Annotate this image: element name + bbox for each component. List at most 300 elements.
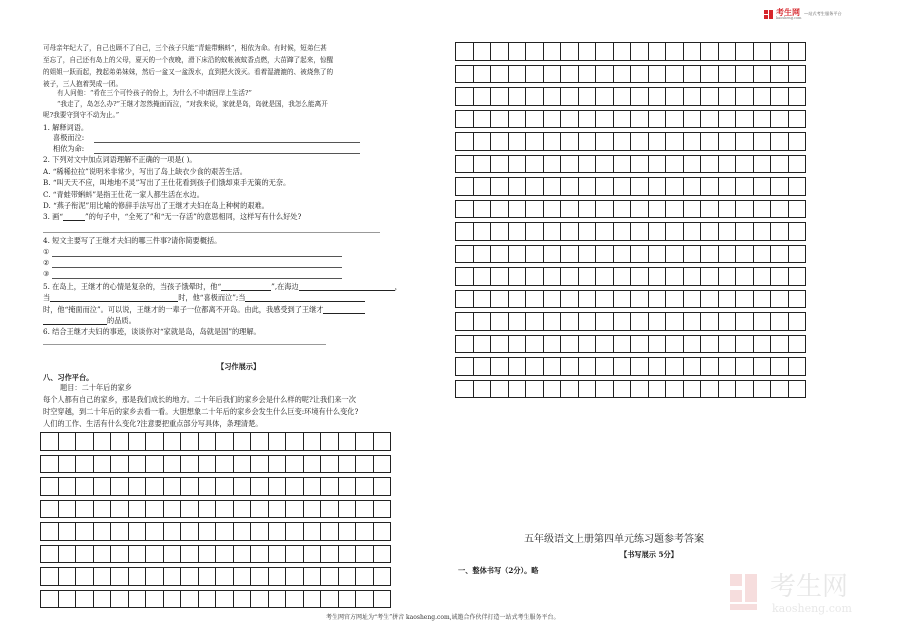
grid-cell (753, 313, 771, 331)
grid-cell (146, 455, 164, 473)
grid-cell (613, 43, 631, 61)
grid-cell (753, 268, 771, 286)
grid-cell (146, 590, 164, 608)
grid-cell (736, 380, 754, 398)
grid-cell (526, 178, 544, 196)
grid-cell (356, 455, 374, 473)
grid-cell (303, 523, 321, 541)
grid-cell (456, 358, 474, 376)
grid-cell (736, 313, 754, 331)
grid-cell (181, 590, 199, 608)
grid-cell (526, 110, 544, 128)
grid-row (456, 43, 806, 61)
grid-row (456, 223, 806, 241)
part-eight-heading: 八、习作平台。 (43, 373, 94, 382)
grid-cell (631, 43, 649, 61)
grid-cell (321, 433, 339, 451)
grid-cell (146, 478, 164, 496)
grid-cell (268, 545, 286, 563)
blank-underline (221, 283, 271, 291)
grid-cell (491, 155, 509, 173)
grid-row (41, 590, 391, 608)
grid-cell (526, 358, 544, 376)
grid-cell (648, 290, 666, 308)
q5-text: 的品质。 (107, 316, 136, 325)
grid-cell (303, 478, 321, 496)
grid-cell (321, 455, 339, 473)
grid-cell (753, 335, 771, 353)
grid-cell (788, 133, 806, 151)
grid-cell (111, 545, 129, 563)
grid-cell (596, 335, 614, 353)
grid-cell (701, 88, 719, 106)
grid-cell (648, 88, 666, 106)
grid-cell (181, 455, 199, 473)
grid-cell (543, 380, 561, 398)
grid-cell (321, 590, 339, 608)
grid-cell (491, 88, 509, 106)
grid-row (456, 65, 806, 83)
grid-cell (683, 155, 701, 173)
grid-cell (526, 133, 544, 151)
passage-line: 可母亲年纪大了，自己也顾不了自己，三个孩子只能“青蛙带蝌蚪”，相依为命。有时候，短弟仨甚 (43, 44, 327, 52)
grid-cell (508, 65, 526, 83)
grid-cell (701, 290, 719, 308)
grid-cell (373, 478, 391, 496)
grid-cell (701, 43, 719, 61)
grid-row (456, 133, 806, 151)
grid-cell (666, 223, 684, 241)
grid-cell (683, 223, 701, 241)
grid-cell (146, 433, 164, 451)
grid-cell (683, 290, 701, 308)
grid-cell (788, 155, 806, 173)
question-3-post: ”的句子中，“全死了”和“无一存活”的意思相同，这样写有什么好处? (85, 212, 302, 221)
grid-cell (233, 523, 251, 541)
essay-prompt-line: 时空穿越，到二十年后的家乡去看一看。大胆想象二十年后的家乡会发生什么巨变:环境有什么变化? (43, 407, 359, 416)
grid-cell (666, 65, 684, 83)
grid-cell (543, 133, 561, 151)
grid-cell (163, 545, 181, 563)
grid-row (456, 358, 806, 376)
grid-cell (128, 455, 146, 473)
grid-cell (543, 358, 561, 376)
grid-cell (286, 455, 304, 473)
grid-cell (473, 380, 491, 398)
grid-cell (701, 223, 719, 241)
grid-cell (666, 155, 684, 173)
answer-line (52, 278, 342, 279)
grid-cell (561, 110, 579, 128)
grid-cell (631, 65, 649, 83)
grid-cell (718, 245, 736, 263)
grid-cell (771, 245, 789, 263)
grid-row (41, 478, 391, 496)
grid-cell (526, 65, 544, 83)
grid-cell (76, 545, 94, 563)
grid-cell (473, 335, 491, 353)
grid-cell (526, 335, 544, 353)
grid-cell (613, 335, 631, 353)
grid-cell (561, 268, 579, 286)
grid-cell (631, 313, 649, 331)
grid-cell (701, 110, 719, 128)
grid-cell (561, 245, 579, 263)
grid-cell (456, 88, 474, 106)
grid-cell (491, 358, 509, 376)
grid-cell (491, 110, 509, 128)
grid-cell (631, 133, 649, 151)
grid-row (41, 568, 391, 586)
grid-cell (683, 200, 701, 218)
grid-cell (718, 43, 736, 61)
grid-cell (718, 133, 736, 151)
grid-cell (526, 245, 544, 263)
grid-cell (233, 500, 251, 518)
section-title: 【习作展示】 (217, 362, 261, 371)
grid-cell (356, 568, 374, 586)
grid-cell (76, 590, 94, 608)
grid-cell (543, 110, 561, 128)
grid-cell (596, 88, 614, 106)
grid-cell (736, 178, 754, 196)
grid-cell (543, 88, 561, 106)
grid-cell (338, 500, 356, 518)
grid-cell (753, 178, 771, 196)
grid-cell (473, 313, 491, 331)
grid-cell (526, 268, 544, 286)
grid-cell (596, 178, 614, 196)
grid-cell (473, 110, 491, 128)
grid-cell (648, 245, 666, 263)
grid-cell (41, 568, 59, 586)
grid-cell (41, 500, 59, 518)
logo-text: 考生网 (776, 7, 800, 17)
grid-cell (648, 133, 666, 151)
grid-cell (771, 155, 789, 173)
grid-cell (753, 65, 771, 83)
grid-cell (321, 568, 339, 586)
grid-cell (163, 523, 181, 541)
grid-cell (181, 478, 199, 496)
grid-row (41, 433, 391, 451)
grid-cell (631, 358, 649, 376)
grid-cell (578, 335, 596, 353)
grid-cell (771, 133, 789, 151)
passage-line: “我走了，岛怎么办?”王继才忽然掩面而泣，“对我来说，家就是岛，岛就是国，我怎么能离开 (57, 100, 328, 108)
grid-cell (338, 590, 356, 608)
grid-cell (578, 268, 596, 286)
grid-cell (666, 43, 684, 61)
grid-cell (76, 433, 94, 451)
grid-cell (631, 178, 649, 196)
grid-cell (473, 358, 491, 376)
grid-cell (596, 65, 614, 83)
grid-cell (473, 245, 491, 263)
grid-cell (163, 455, 181, 473)
grid-cell (718, 313, 736, 331)
grid-cell (701, 313, 719, 331)
grid-cell (613, 133, 631, 151)
watermark-cn: 考生网 (770, 572, 849, 602)
grid-cell (596, 133, 614, 151)
grid-cell (578, 200, 596, 218)
grid-cell (736, 245, 754, 263)
grid-cell (526, 290, 544, 308)
grid-cell (373, 433, 391, 451)
grid-cell (683, 268, 701, 286)
grid-cell (163, 568, 181, 586)
grid-cell (666, 88, 684, 106)
grid-cell (683, 313, 701, 331)
grid-cell (286, 478, 304, 496)
grid-cell (456, 380, 474, 398)
grid-cell (41, 455, 59, 473)
answer-line-1: 一、整体书写（2分）。略 (458, 566, 539, 575)
grid-cell (648, 43, 666, 61)
grid-cell (718, 155, 736, 173)
grid-cell (736, 268, 754, 286)
grid-cell (648, 223, 666, 241)
question-5-line4 (43, 316, 136, 325)
grid-cell (373, 500, 391, 518)
question-4-item: ③ (43, 269, 50, 278)
grid-cell (76, 500, 94, 518)
grid-cell (788, 200, 806, 218)
grid-cell (683, 358, 701, 376)
q5-text: 时，他“掩面而泣”。可以说，王继才的一辈子一位都离不开岛。由此，我感受到了王继才 (43, 305, 324, 314)
grid-cell (128, 545, 146, 563)
grid-cell (648, 335, 666, 353)
grid-cell (216, 500, 234, 518)
grid-cell (788, 268, 806, 286)
grid-cell (181, 545, 199, 563)
grid-cell (788, 88, 806, 106)
grid-cell (508, 43, 526, 61)
grid-row (456, 245, 806, 263)
grid-cell (58, 523, 76, 541)
grid-row (41, 500, 391, 518)
grid-cell (718, 110, 736, 128)
grid-cell (233, 545, 251, 563)
grid-cell (543, 178, 561, 196)
grid-cell (578, 178, 596, 196)
grid-cell (543, 313, 561, 331)
grid-cell (701, 65, 719, 83)
grid-cell (718, 178, 736, 196)
grid-cell (268, 590, 286, 608)
grid-cell (508, 335, 526, 353)
q5-text: ”,在海边 (271, 282, 299, 291)
grid-cell (303, 568, 321, 586)
grid-cell (543, 268, 561, 286)
question-2d: D. “燕子衔泥”用比喻的修辞手法写出了王继才夫妇在岛上种树的艰难。 (43, 201, 269, 210)
grid-cell (561, 358, 579, 376)
grid-cell (473, 43, 491, 61)
grid-cell (771, 380, 789, 398)
grid-row (41, 523, 391, 541)
grid-cell (491, 380, 509, 398)
question-2b: B. “叫天天不应，叫地地不灵”写出了王仕花看到孩子们饿却束手无策的无奈。 (43, 178, 291, 187)
grid-cell (198, 500, 216, 518)
footer-text: 考生网官方网址为“考生”拼音 kaosheng.com,诚邀合作伙伴打造一站式考生服务平台。 (326, 614, 560, 621)
grid-row (456, 380, 806, 398)
grid-cell (543, 65, 561, 83)
grid-cell (286, 545, 304, 563)
grid-cell (251, 545, 269, 563)
grid-cell (508, 223, 526, 241)
grid-cell (286, 568, 304, 586)
grid-cell (543, 335, 561, 353)
grid-cell (473, 88, 491, 106)
grid-row (456, 268, 806, 286)
grid-cell (58, 568, 76, 586)
grid-cell (181, 433, 199, 451)
grid-cell (736, 155, 754, 173)
grid-row (456, 88, 806, 106)
grid-cell (251, 500, 269, 518)
grid-cell (596, 313, 614, 331)
grid-cell (198, 433, 216, 451)
grid-cell (41, 433, 59, 451)
grid-cell (251, 523, 269, 541)
grid-cell (771, 88, 789, 106)
grid-cell (596, 43, 614, 61)
grid-cell (578, 290, 596, 308)
grid-cell (596, 200, 614, 218)
grid-cell (596, 110, 614, 128)
grid-cell (543, 223, 561, 241)
grid-cell (93, 478, 111, 496)
grid-cell (111, 433, 129, 451)
grid-cell (683, 65, 701, 83)
grid-cell (93, 545, 111, 563)
grid-cell (58, 455, 76, 473)
grid-cell (683, 178, 701, 196)
grid-cell (303, 590, 321, 608)
grid-cell (111, 590, 129, 608)
grid-cell (736, 290, 754, 308)
grid-cell (76, 523, 94, 541)
grid-cell (648, 110, 666, 128)
grid-cell (473, 178, 491, 196)
grid-cell (753, 380, 771, 398)
grid-cell (456, 245, 474, 263)
grid-cell (111, 478, 129, 496)
grid-cell (128, 590, 146, 608)
question-4: 4. 短文主要写了王继才夫妇的哪三件事?请你简要概括。 (43, 236, 222, 245)
grid-cell (666, 245, 684, 263)
grid-cell (613, 358, 631, 376)
grid-cell (508, 313, 526, 331)
grid-cell (613, 245, 631, 263)
blank-underline (63, 213, 85, 221)
q5-text: 5. 在岛上，王继才的心情是复杂的，当孩子饿晕时，他“ (43, 282, 222, 291)
grid-cell (526, 223, 544, 241)
grid-cell (613, 88, 631, 106)
grid-cell (526, 155, 544, 173)
grid-cell (356, 478, 374, 496)
grid-cell (666, 358, 684, 376)
grid-cell (526, 380, 544, 398)
grid-cell (456, 178, 474, 196)
grid-cell (128, 568, 146, 586)
grid-cell (163, 590, 181, 608)
grid-cell (648, 155, 666, 173)
grid-cell (683, 43, 701, 61)
passage-line: 有人问他：“肴在三个可怜孩子的份上，为什么不申请回岸上生活?” (57, 89, 252, 97)
grid-row (41, 455, 391, 473)
grid-cell (251, 590, 269, 608)
grid-cell (561, 43, 579, 61)
grid-cell (491, 178, 509, 196)
answer-line (52, 256, 342, 257)
grid-cell (251, 455, 269, 473)
grid-row (456, 290, 806, 308)
grid-cell (683, 380, 701, 398)
grid-cell (561, 200, 579, 218)
grid-cell (736, 223, 754, 241)
grid-cell (508, 358, 526, 376)
grid-cell (718, 65, 736, 83)
grid-cell (736, 133, 754, 151)
grid-cell (76, 455, 94, 473)
grid-cell (491, 133, 509, 151)
grid-cell (373, 590, 391, 608)
grid-cell (321, 500, 339, 518)
grid-cell (373, 545, 391, 563)
grid-cell (491, 245, 509, 263)
grid-cell (491, 290, 509, 308)
grid-cell (753, 290, 771, 308)
grid-cell (508, 268, 526, 286)
watermark-logo-icon (728, 570, 768, 616)
grid-cell (771, 268, 789, 286)
grid-cell (456, 223, 474, 241)
grid-cell (58, 545, 76, 563)
grid-cell (76, 568, 94, 586)
grid-cell (286, 523, 304, 541)
blank-underline (245, 294, 365, 302)
grid-cell (356, 545, 374, 563)
question-4-item: ① (43, 247, 50, 256)
grid-cell (788, 223, 806, 241)
grid-cell (736, 335, 754, 353)
grid-cell (683, 245, 701, 263)
grid-cell (491, 268, 509, 286)
grid-cell (233, 478, 251, 496)
grid-cell (701, 155, 719, 173)
grid-cell (578, 43, 596, 61)
grid-cell (753, 88, 771, 106)
question-6: 6. 结合王继才夫妇的事迹，谈谈你对“家就是岛，岛就是国”的理解。 (43, 327, 261, 336)
grid-cell (753, 110, 771, 128)
blank-underline (323, 306, 365, 314)
grid-cell (456, 313, 474, 331)
grid-cell (268, 478, 286, 496)
grid-cell (473, 65, 491, 83)
question-3 (43, 212, 301, 221)
grid-cell (561, 65, 579, 83)
blank-underline (299, 283, 395, 291)
passage-line: 至忘了，自己还有岛上的父母，夏天的一个夜晚，滑下床沿的蚊帐被蚊香点燃，大苗蹿了起来，惊醒 (43, 56, 334, 64)
grid-cell (596, 245, 614, 263)
grid-cell (771, 200, 789, 218)
grid-cell (508, 290, 526, 308)
grid-cell (631, 200, 649, 218)
grid-cell (701, 245, 719, 263)
grid-cell (338, 455, 356, 473)
